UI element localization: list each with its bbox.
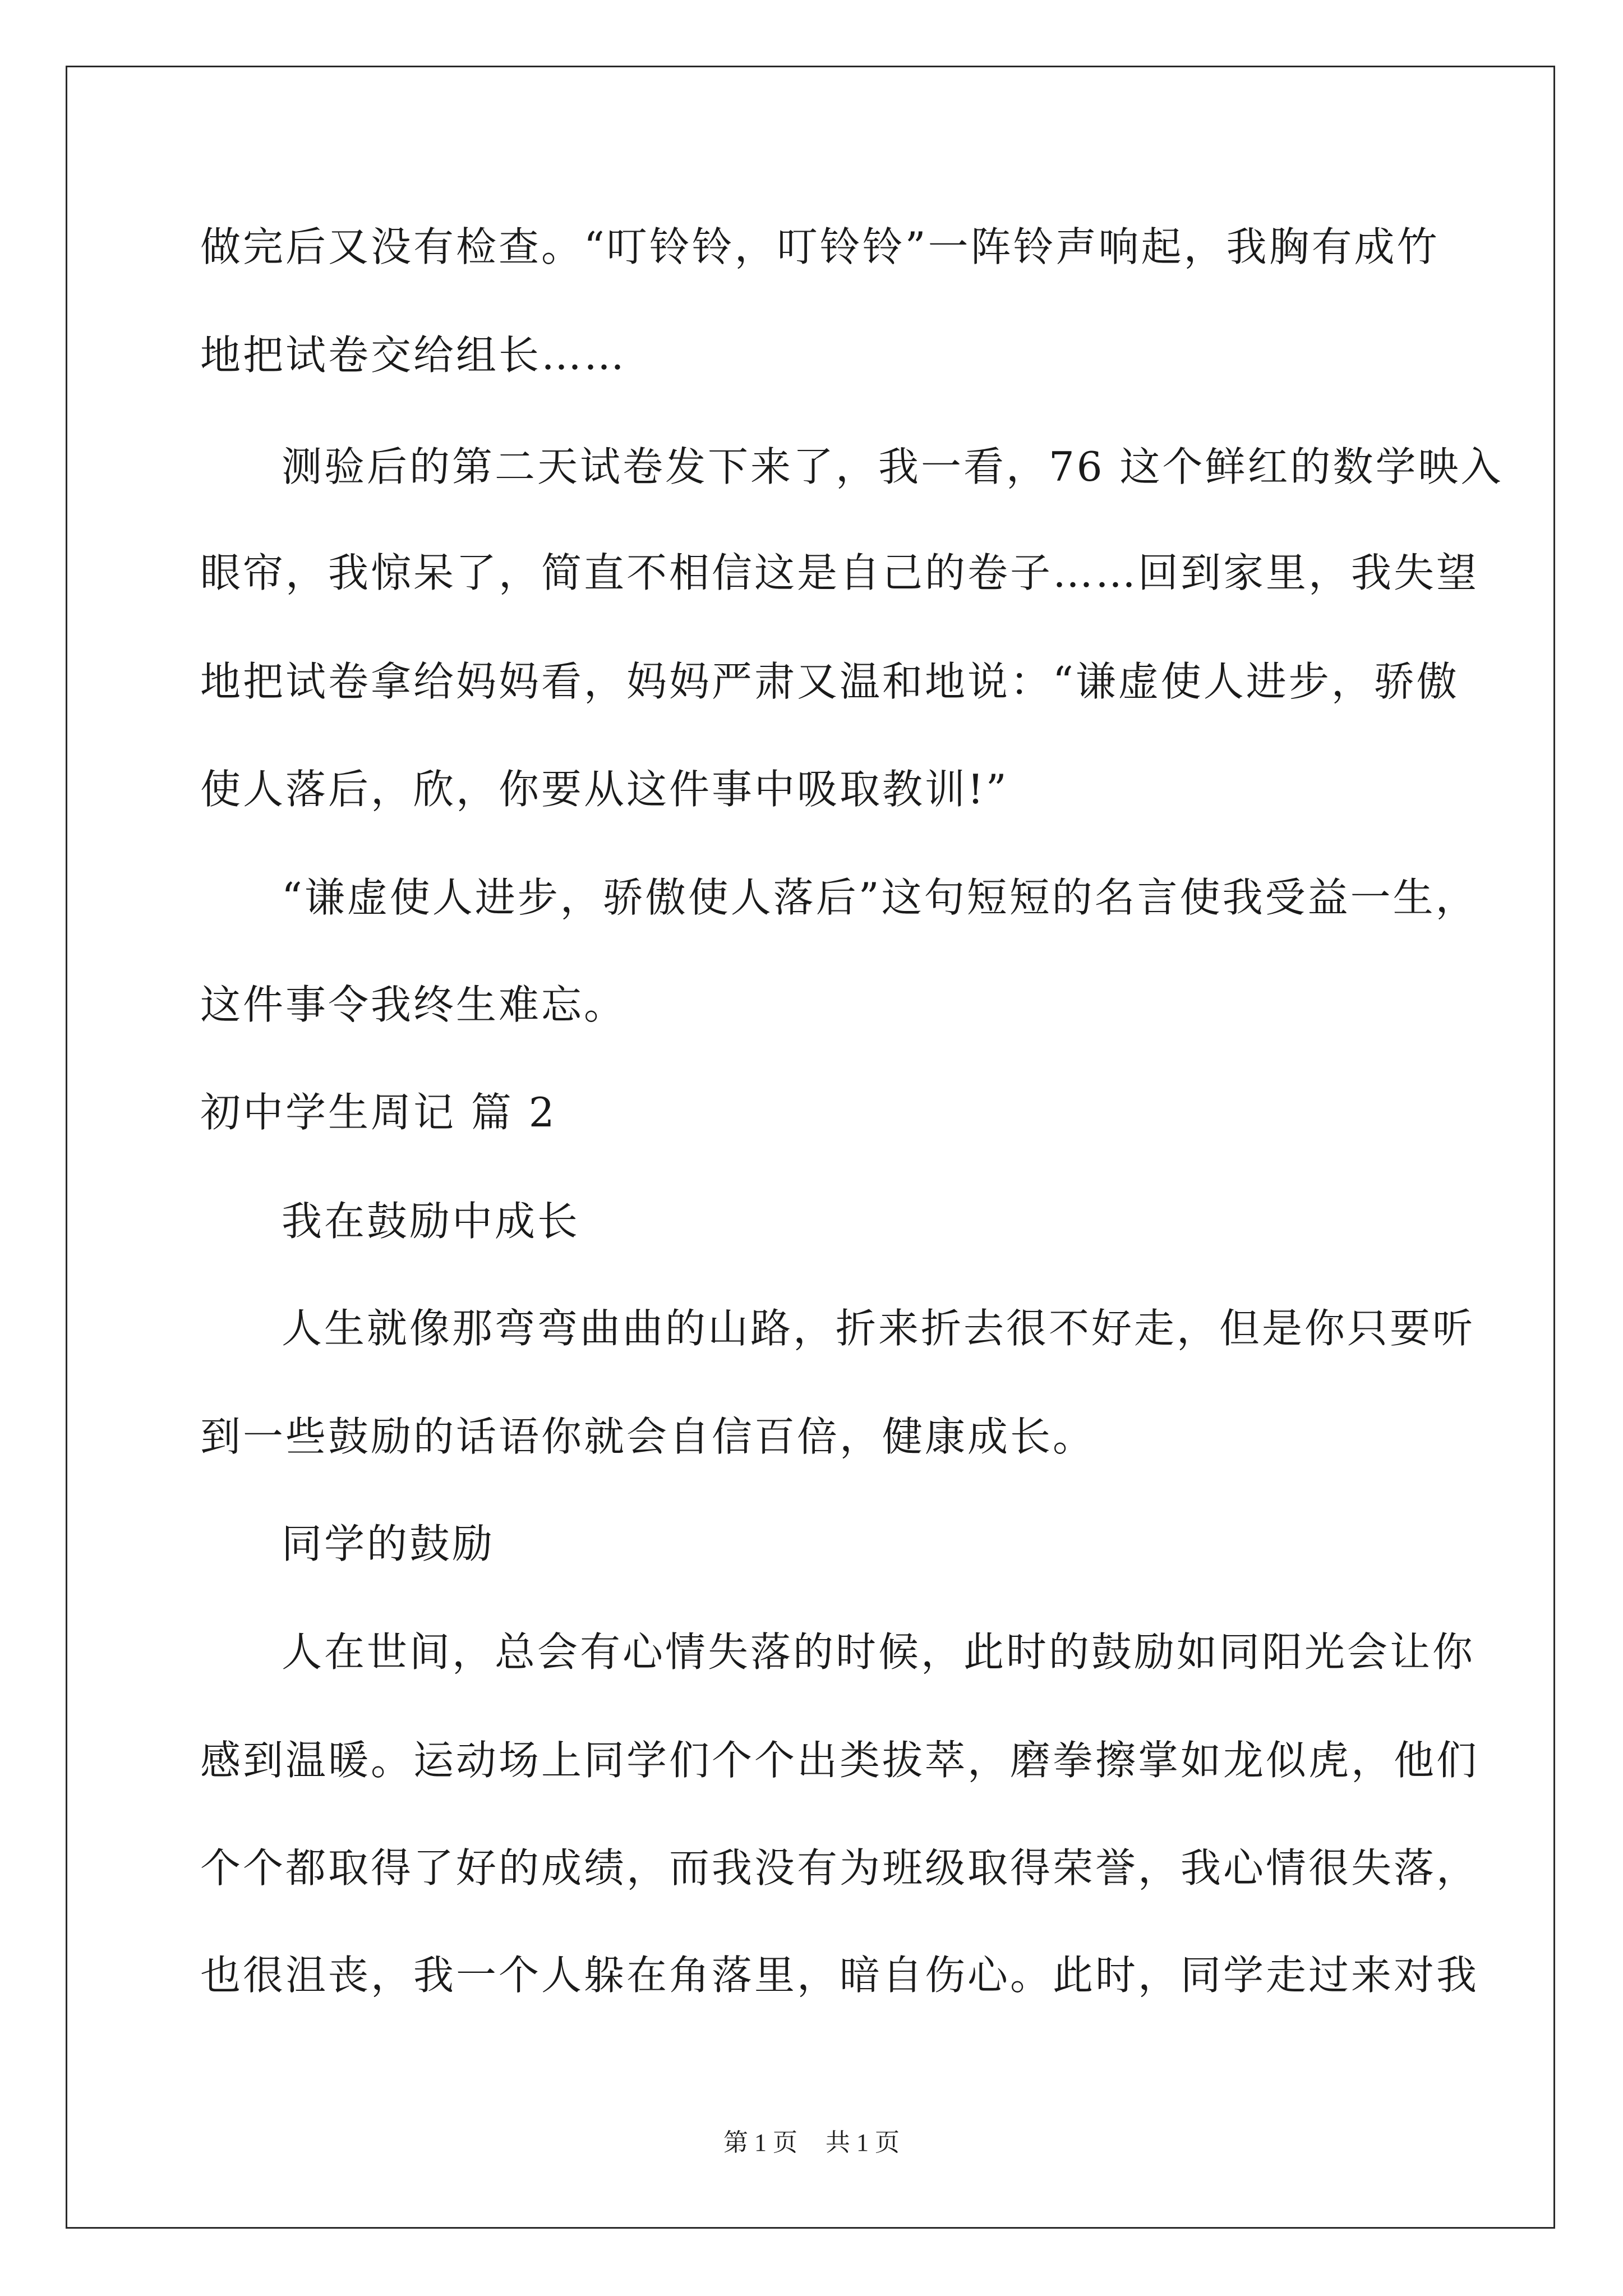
text-line: 眼帘，我惊呆了，简直不相信这是自己的卷子……回到家里，我失望 xyxy=(200,549,1479,596)
article-title: 我在鼓励中成长 xyxy=(282,1198,580,1245)
page-number: 第 1 页 xyxy=(723,2129,797,2156)
paragraph-start-line: 人生就像那弯弯曲曲的山路，折来折去很不好走，但是你只要听 xyxy=(282,1305,1476,1352)
text-line: 个个都取得了好的成绩，而我没有为班级取得荣誉，我心情很失落， xyxy=(200,1844,1479,1892)
text-line: 也很沮丧，我一个人躲在角落里，暗自伤心。此时，同学走过来对我 xyxy=(200,1952,1479,1999)
text-line: 使人落后，欣，你要从这件事中吸取教训!” xyxy=(200,766,1009,813)
paragraph-start-line: 人在世间，总会有心情失落的时候，此时的鼓励如同阳光会让你 xyxy=(282,1628,1476,1676)
text-line: 地把试卷拿给妈妈看，妈妈严肃又温和地说：“谦虚使人进步，骄傲 xyxy=(200,658,1459,705)
page-total: 共 1 页 xyxy=(826,2129,900,2156)
page-footer xyxy=(0,2126,1623,2160)
section-heading: 初中学生周记 篇 2 xyxy=(200,1089,557,1136)
subheading: 同学的鼓励 xyxy=(282,1520,495,1567)
text-line: 这件事令我终生难忘。 xyxy=(200,981,627,1028)
text-line: 地把试卷交给组长…… xyxy=(200,332,627,379)
paragraph-start-line: 测验后的第二天试卷发下来了，我一看，76 这个鲜红的数学映入 xyxy=(282,443,1504,490)
text-line: 做完后又没有检查。“叮铃铃，叮铃铃”一阵铃声响起，我胸有成竹 xyxy=(200,223,1440,270)
paragraph-start-line: “谦虚使人进步，骄傲使人落后”这句短短的名言使我受益一生， xyxy=(282,874,1478,921)
text-line: 到一些鼓励的话语你就会自信百倍，健康成长。 xyxy=(200,1413,1096,1460)
text-line: 感到温暖。运动场上同学们个个出类拔萃，磨拳擦掌如龙似虎，他们 xyxy=(200,1737,1479,1784)
page-border xyxy=(66,66,1555,2229)
